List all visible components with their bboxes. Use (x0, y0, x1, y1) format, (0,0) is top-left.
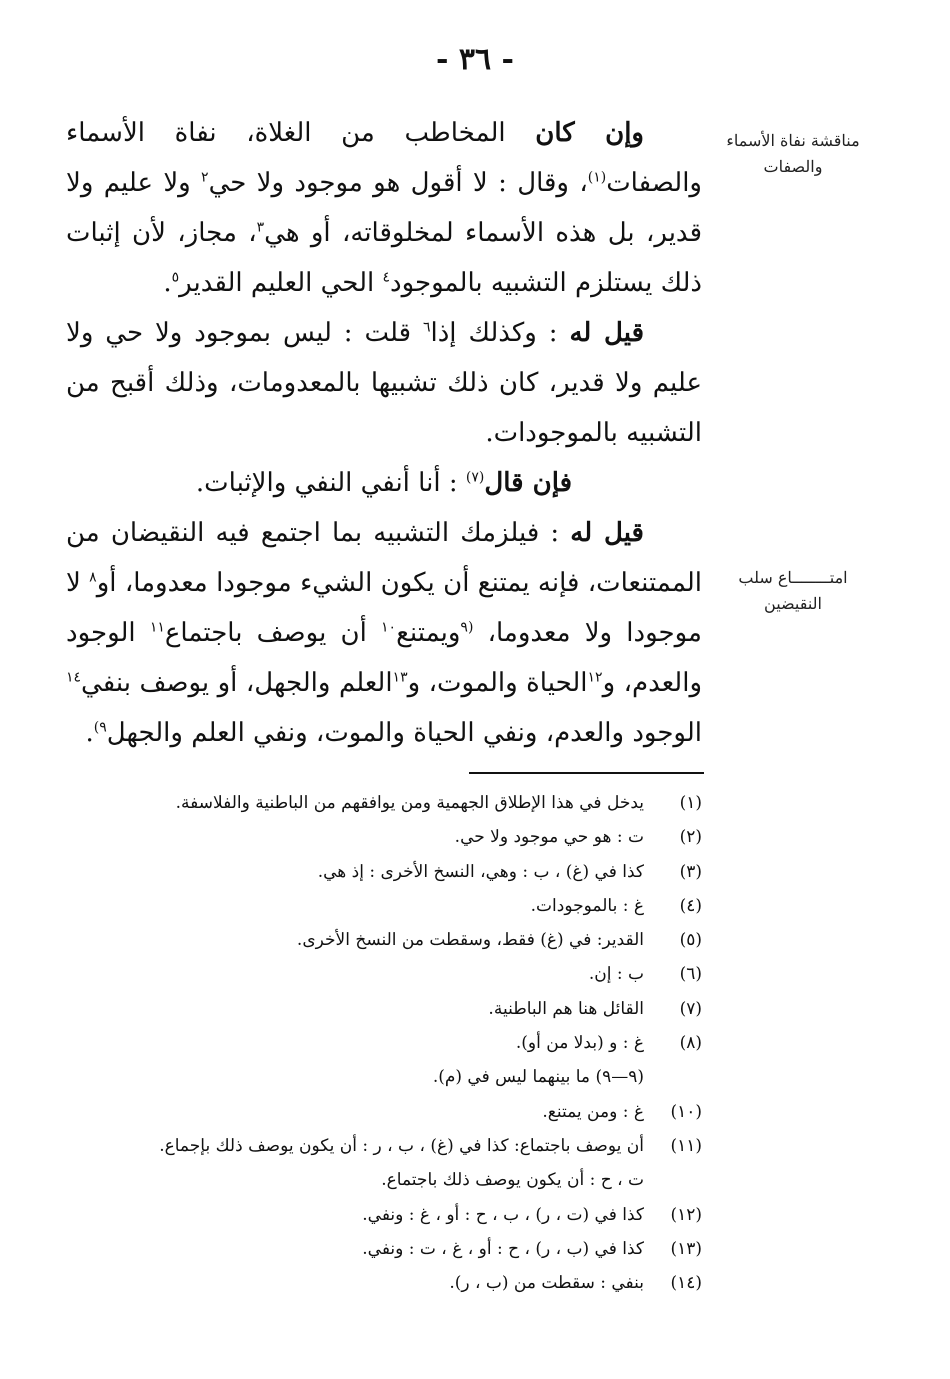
footnote-ref: ٦ (422, 319, 431, 336)
footnote-ref: ١٤ (66, 669, 82, 686)
footnote-text: غ : ومن يمتنع. (542, 1101, 644, 1122)
text-run: : أنا أنفي النفي والإثبات. (195, 468, 466, 498)
footnote-number: (٦) (679, 964, 702, 985)
footnote-separator (469, 772, 704, 774)
footnote-text: (٩—٩) ما بينهما ليس في (م). (432, 1067, 644, 1088)
text-run: الوجود والعدم، ونفي الحياة والموت، ونفي العلم والجهل (106, 718, 702, 748)
footnote-item (60, 889, 702, 923)
footnote-text: كذا في (ت ، ر) ، ب ، ح : أو ، غ : ونفي. (362, 1204, 644, 1225)
page-number: - ٣٦ - (435, 42, 515, 77)
footnote-text: غ : بالموجودات. (530, 895, 644, 916)
paragraph-2 (66, 308, 702, 458)
footnote-item (60, 855, 702, 889)
footnote-ref: ٢ (201, 169, 209, 186)
footnote-text: كذا في (غ) ، ب : وهي، النسخ الأخرى : إذ هي. (317, 861, 644, 882)
text-run: لا موجودا ولا معدوما، (66, 568, 702, 648)
footnote-text: أن يوصف باجتماع: كذا في (غ) ، ب ، ر : أن يكون يوصف ذلك بإجماع. (159, 1135, 644, 1156)
footnote-ref: ٨ (89, 569, 97, 586)
footnote-item (60, 1095, 702, 1129)
footnote-number: (١٣) (670, 1238, 702, 1259)
footnote-ref: ١٠ (381, 619, 397, 636)
footnote-ref: (٧) (465, 469, 485, 486)
text-run: : فيلزمك التشبيه بما اجتمع فيه النقيضان من الممتنعات، فإنه يمتنع أن يكون الشيء موجودا معدوما، أو (66, 518, 703, 598)
footnote-item (60, 992, 702, 1026)
text-run: قلت : ليس بموجود ولا حي ولا عليم ولا قدير، كان ذلك تشبيها بالمعدومات، وذلك أقبح من التشبيه بالموجودات. (66, 318, 702, 448)
margin-note-negators-discussion: مناقشة نفاة الأسماء والصفات (726, 131, 860, 176)
footnote-number: (٤) (679, 895, 702, 916)
text-run: : وكذلك إذا (430, 318, 570, 348)
text-run: ، وقال : لا أقول هو موجود ولا حي (208, 168, 588, 198)
footnote-number: (٨) (679, 1033, 702, 1054)
footnote-ref: ٩) (93, 719, 107, 736)
footnote-ref: (٩ (460, 619, 474, 636)
footnote-number: (١٢) (670, 1204, 702, 1225)
paragraph-4 (66, 508, 702, 758)
footnote-number: (١) (679, 793, 702, 813)
margin-note-contradictories: امتــــــــاع سلب النقيضين (738, 568, 848, 613)
footnote-item (60, 786, 702, 820)
text-run: . (85, 718, 94, 748)
text-run: العلم والجهل، أو يوصف بنفي (81, 668, 393, 698)
text-run: الحي العليم القدير (179, 268, 383, 298)
footnote-ref: (١) (587, 169, 607, 186)
paragraph-3 (66, 458, 702, 508)
footnote-number: (٣) (679, 861, 702, 882)
footnote-text: ت ، ح : أن يكون يوصف ذلك باجتماع. (381, 1170, 644, 1191)
footnote-text: كذا في (ب ، ر) ، ح : أو ، غ ، ت : ونفي. (362, 1238, 644, 1259)
footnote-text: ت : هو حي موجود ولا حي. (454, 827, 644, 848)
text-run: . (163, 268, 172, 298)
footnote-ref: ٥ (171, 269, 180, 286)
paragraph-lead: قيل له (570, 518, 644, 548)
footnote-item (60, 1163, 702, 1197)
paragraph-lead: فإن قال (484, 468, 573, 498)
footnote-text: يدخل في هذا الإطلاق الجهمية ومن يوافقهم من الباطنية والفلاسفة. (175, 793, 644, 813)
footnote-number: (٧) (679, 998, 702, 1019)
footnote-number: (١٤) (670, 1273, 702, 1294)
footnote-item (60, 1232, 702, 1266)
footnote-number: (١٠) (670, 1101, 702, 1122)
footnote-text: القائل هنا هم الباطنية. (488, 998, 644, 1019)
main-text (66, 108, 702, 758)
footnote-ref: ١٢ (587, 669, 603, 686)
footnote-text: بنفي : سقطت من (ب ، ر). (449, 1273, 644, 1294)
footnote-ref: ١١ (149, 619, 165, 636)
footnote-item (60, 923, 702, 957)
footnote-ref: ٤ (382, 269, 391, 286)
footnote-item (60, 1129, 702, 1163)
text-run: ويمتنع (396, 618, 461, 648)
text-run: الوجود والعدم، و (66, 618, 703, 698)
footnote-item (60, 820, 702, 854)
footnote-item (60, 1060, 702, 1094)
footnote-text: غ : و (بدلا من أو). (515, 1033, 644, 1054)
footnote-item (60, 1026, 702, 1060)
text-run: المخاطب من الغلاة، نفاة الأسماء والصفات (66, 118, 702, 198)
footnote-ref: ٣ (256, 219, 265, 236)
text-run: ، مجاز، لأن إثبات ذلك يستلزم التشبيه بالموجود (66, 218, 702, 298)
footnote-text: ب : إن. (588, 964, 644, 985)
paragraph-lead: وإن كان (535, 118, 644, 148)
footnote-text: القدير: في (غ) فقط، وسقطت من النسخ الأخرى. (296, 930, 644, 951)
paragraph-lead: قيل له (569, 318, 645, 348)
text-run: أن يوصف باجتماع (164, 618, 382, 648)
footnote-item (60, 957, 702, 991)
footnote-number: (١١) (670, 1135, 702, 1156)
paragraph-1 (66, 108, 702, 308)
footnote-number (644, 1060, 702, 1094)
footnote-item (60, 1266, 702, 1300)
footnote-item (60, 1198, 702, 1232)
footnote-number: (٥) (679, 930, 702, 951)
footnote-ref: ١٣ (392, 669, 408, 686)
footnotes-list (60, 786, 702, 1300)
text-run: ولا عليم ولا قدير، بل هذه الأسماء لمخلوقاته، أو هي (66, 168, 703, 248)
footnote-number (644, 1163, 702, 1197)
text-run: الحياة والموت، و (407, 668, 588, 698)
footnote-number: (٢) (679, 827, 702, 848)
